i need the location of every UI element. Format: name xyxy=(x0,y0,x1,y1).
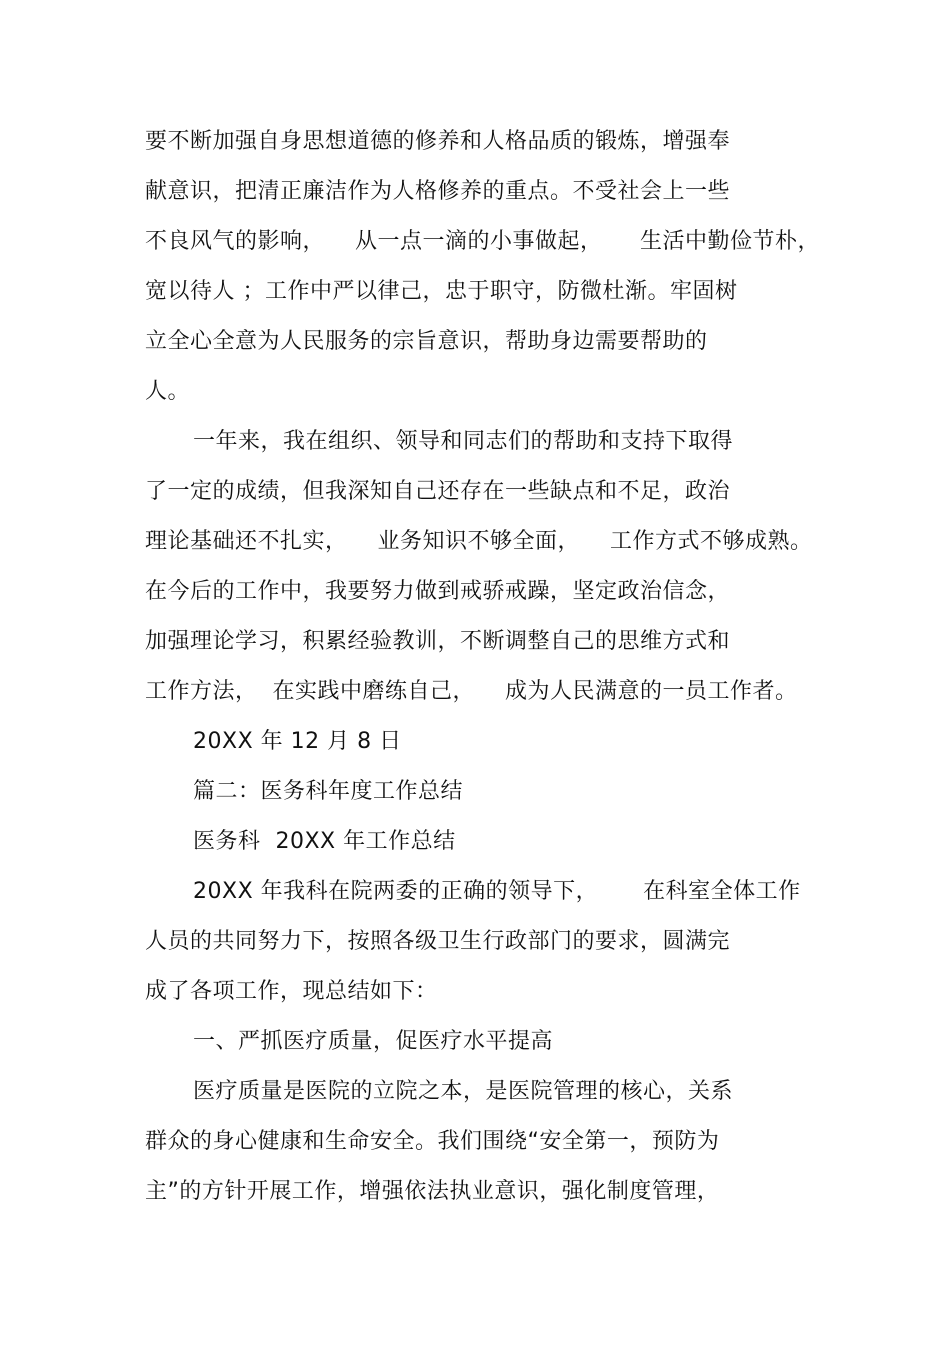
text-line: 加强理论学习，积累经验教训，不断调整自己的思维方式和 xyxy=(145,629,731,654)
text-line: 要不断加强自身思想道德的修养和人格品质的锻炼，增强奉 xyxy=(145,129,731,154)
paragraph-first-line: 医疗质量是医院的立院之本，是医院管理的核心，关系 xyxy=(193,1079,734,1104)
subsection-heading: 一、严抓医疗质量，促医疗水平提高 xyxy=(193,1029,554,1054)
section-heading: 篇二：医务科年度工作总结 xyxy=(193,779,464,804)
text-line: 献意识，把清正廉洁作为人格修养的重点。不受社会上一些 xyxy=(145,179,731,204)
text-line: 工作方法， 在实践中磨练自己， 成为人民满意的一员工作者。 xyxy=(145,679,798,704)
text-line: 人员的共同努力下，按照各级卫生行政部门的要求，圆满完 xyxy=(145,929,731,954)
paragraph-first-line: 20XX 年我科在院两委的正确的领导下， 在科室全体工作 xyxy=(193,879,801,904)
text-line: 了一定的成绩，但我深知自己还存在一些缺点和不足，政治 xyxy=(145,479,731,504)
document-title: 医务科 20XX 年工作总结 xyxy=(193,829,456,854)
text-line: 宽以待人 ；工作中严以律己，忠于职守，防微杜渐。牢固树 xyxy=(145,279,738,304)
text-line: 主”的方针开展工作，增强依法执业意识，强化制度管理， xyxy=(145,1179,720,1204)
date-line: 20XX 年 12 月 8 日 xyxy=(193,729,402,754)
text-line: 在今后的工作中，我要努力做到戒骄戒躁，坚定政治信念， xyxy=(145,579,731,604)
text-line: 不良风气的影响， 从一点一滴的小事做起， 生活中勤俭节朴， xyxy=(145,229,820,254)
paragraph-first-line: 一年来，我在组织、领导和同志们的帮助和支持下取得 xyxy=(193,429,734,454)
text-line: 群众的身心健康和生命安全。我们围绕“安全第一，预防为 xyxy=(145,1129,720,1154)
text-line: 立全心全意为人民服务的宗旨意识，帮助身边需要帮助的 xyxy=(145,329,708,354)
text-line: 成了各项工作，现总结如下： xyxy=(145,979,438,1004)
text-line: 理论基础还不扎实， 业务知识不够全面， 工作方式不够成熟。 xyxy=(145,529,813,554)
text-line: 人。 xyxy=(145,379,191,404)
